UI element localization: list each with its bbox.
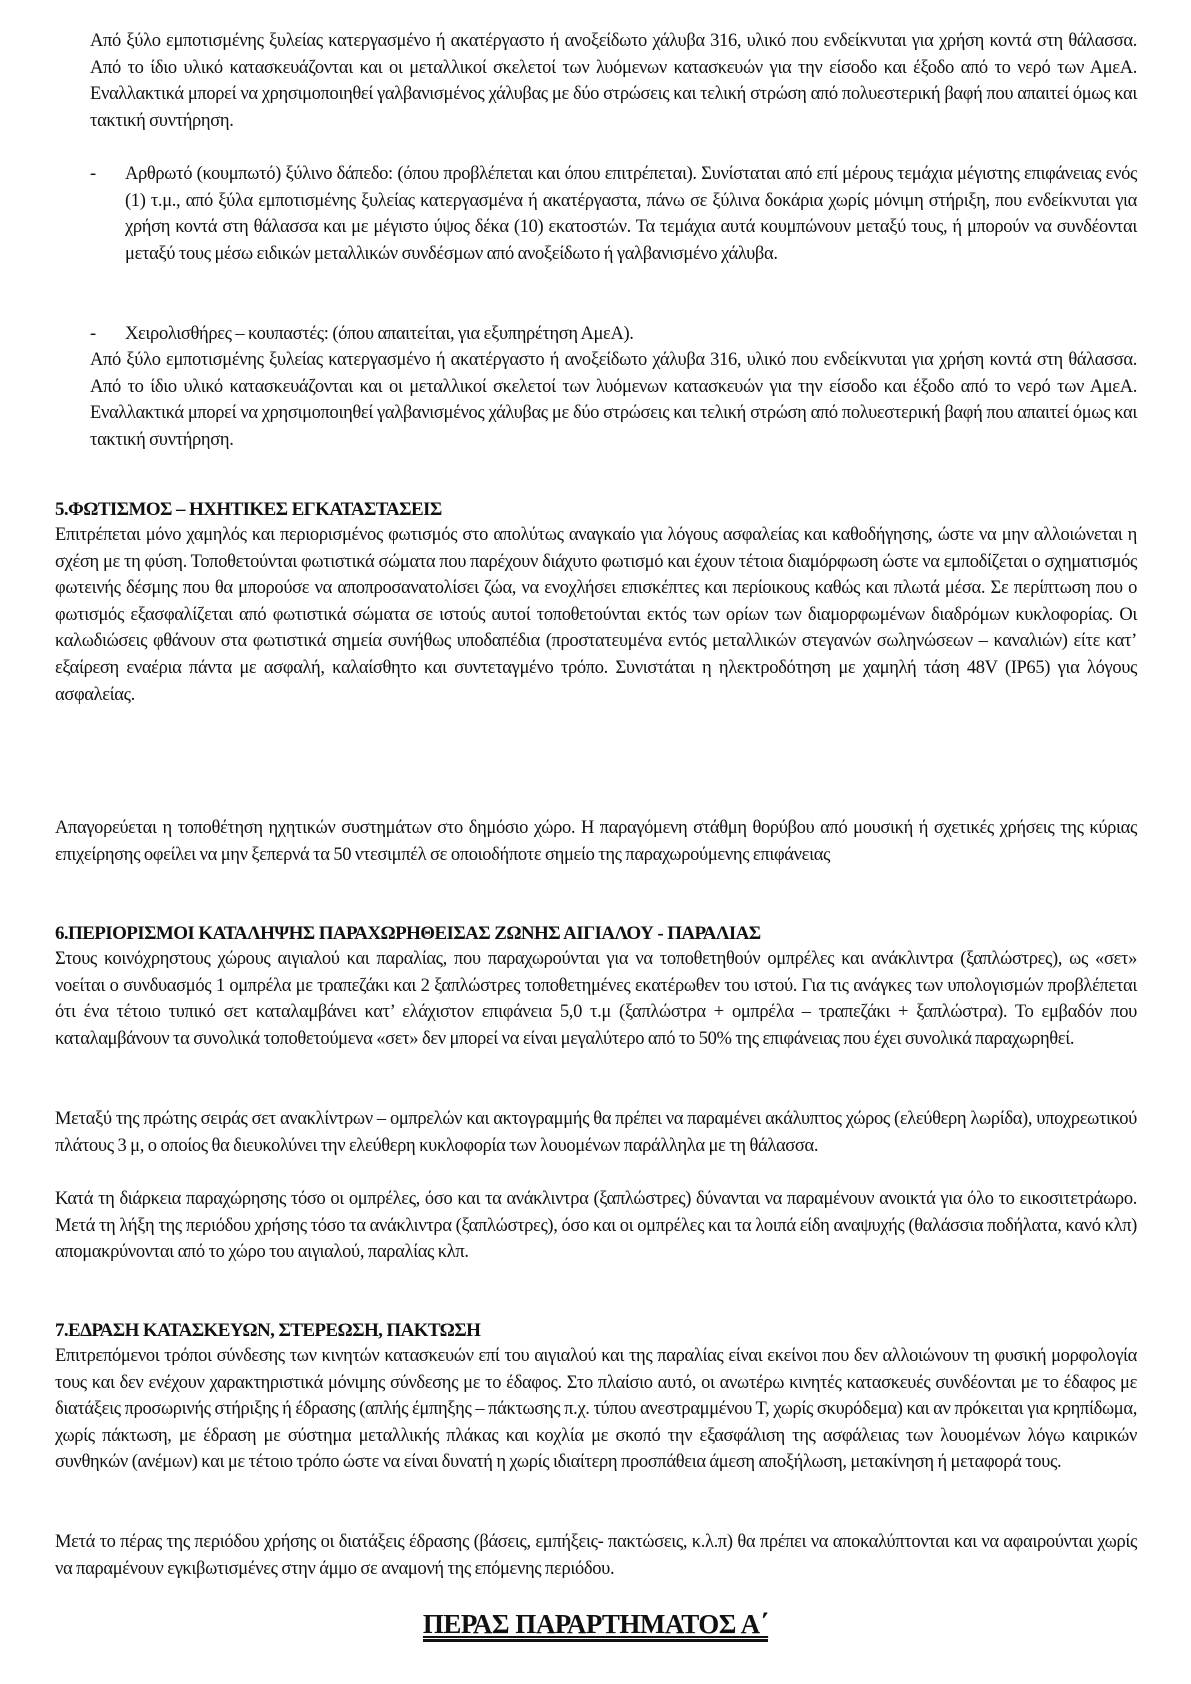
bullet-text: Χειρολισθήρες – κουπαστές: (όπου απαιτείται, για εξυπηρέτηση ΑμεΑ). — [125, 324, 634, 344]
section-paragraph: Απαγορεύεται η τοποθέτηση ηχητικών συστημάτων στο δημόσιο χώρο. Η παραγόμενη στάθμη θορύβου από μουσική ή σχετικές χρήσεις της κύριας επιχείρησης οφείλει να μην ξεπερνά τα 50 ντεσιμπέλ σε οποιοδήποτε σημείο της παραχωρούμενης επιφάνειας — [55, 818, 1137, 865]
section-heading-beach-restrictions: 6.ΠΕΡΙΟΡΙΣΜΟΙ ΚΑΤΑΛΗΨΗΣ ΠΑΡΑΧΩΡΗΘΕΙΣΑΣ ΖΩΝΗΣ ΑΙΓΙΑΛΟΥ - ΠΑΡΑΛΙΑΣ — [55, 923, 761, 944]
end-title-text: ΠΕΡΑΣ ΠΑΡΑΡΤΗΜΑΤΟΣ Α΄ — [423, 1609, 768, 1642]
section-heading-foundation: 7.ΕΔΡΑΣΗ ΚΑΤΑΣΚΕΥΩΝ, ΣΤΕΡΕΩΣΗ, ΠΑΚΤΩΣΗ — [55, 1320, 481, 1341]
bullet-dash: - — [90, 164, 97, 184]
section-paragraph: Επιτρέπεται μόνο χαμηλός και περιορισμένος φωτισμός στο απολύτως αναγκαίο για λόγους ασφαλείας και καθοδήγησης, ώστε να μην αλλοιώνεται η σχέση με τη φύση. Τοποθετούνται φωτιστικά σώματα που παρέχουν διάχυτο φωτισμό και έχουν τέτοια διαμόρφωση ώστε να εμποδίζεται ο σχηματισμός φωτεινής δέσμης που θα μπορούσε να αποπροσανατολίσει ζώα, να ενοχλήσει επισκέπτες και περίοικους καθώς και πλωτά μέσα. Σε περίπτωση που ο φωτισμός εξασφαλίζεται από φωτιστικά σώματα σε ιστούς αυτοί τοποθετούνται εκτός των ορίων των διαμορφωμένων διαδρόμων κυκλοφορίας. Οι καλωδιώσεις φθάνουν στα φωτιστικά σημεία συνήθως υποδαπέδια (προστατευμένα εντός μεταλλικών στεγανών σωληνώσεων – καναλιών) είτε κατ’ εξαίρεση εναέρια πάντα με ασφαλή, καλαίσθητο και συντεταγμένο τρόπο. Συνιστάται η ηλεκτροδότηση με χαμηλή τάση 48V (IP65) για λόγους ασφαλείας. — [55, 525, 1137, 705]
section-paragraph: Μετά το πέρας της περιόδου χρήσης οι διατάξεις έδρασης (βάσεις, εμπήξεις- πακτώσεις, κ.λ.π) θα πρέπει να αποκαλύπτονται και να αφαιρούνται χωρίς να παραμένουν εγκιβωτισμένες στην άμμο σε αναμονή της επόμενης περιόδου. — [55, 1532, 1137, 1579]
section-paragraph: Στους κοινόχρηστους χώρους αιγιαλού και παραλίας, που παραχωρούνται για να τοποθετηθούν ομπρέλες και ανάκλιντρα (ξαπλώστρες), ως «σετ» νοείται ο συνδυασμός 1 ομπρέλα με τραπεζάκι και 2 ξαπλώστρες τοποθετημένες εκατέρωθεν του ιστού. Για τις ανάγκες των υπολογισμών προβλέπεται ότι ένα τέτοιο τυπικό σετ καταλαμβάνει κατ’ ελάχιστον επιφάνεια 5,0 τ.μ (ξαπλώστρα + ομπρέλα – τραπεζάκι + ξαπλώστρα). Το εμβαδόν που καταλαμβάνουν τα συνολικά τοποθετούμενα «σετ» δεν μπορεί να είναι μεγαλύτερο από το 50% της επιφάνειας που έχει συνολικά παραχωρηθεί. — [55, 949, 1137, 1049]
intro-paragraph: Από ξύλο εμποτισμένης ξυλείας κατεργασμένο ή ακατέργαστο ή ανοξείδωτο χάλυβα 316, υλικό που ενδείκνυται για χρήση κοντά στη θάλασσα. Από το ίδιο υλικό κατασκευάζονται και οι μεταλλικοί σκελετοί των λυόμενων κατασκευών για την είσοδο και έξοδο από το νερό των ΑμεΑ. Εναλλακτικά μπορεί να χρησιμοποιηθεί γαλβανισμένος χάλυβας με δύο στρώσεις και τελική στρώση από πολυεστερική βαφή που απαιτεί όμως και τακτική συντήρηση. — [90, 31, 1137, 131]
section-paragraph: Κατά τη διάρκεια παραχώρησης τόσο οι ομπρέλες, όσο και τα ανάκλιντρα (ξαπλώστρες) δύνανται να παραμένουν ανοικτά για όλο το εικοσιτετράωρο. Μετά τη λήξη της περιόδου χρήσης τόσο τα ανάκλιντρα (ξαπλώστρες), όσο και οι ομπρέλες και τα λοιπά είδη αναψυχής (θαλάσσια ποδήλατα, κανό κλπ) απομακρύνονται από το χώρο του αιγιαλού, παραλίας κλπ. — [55, 1189, 1137, 1263]
end-of-annex-title — [0, 1609, 1191, 1640]
handrail-paragraph: Από ξύλο εμποτισμένης ξυλείας κατεργασμένο ή ακατέργαστο ή ανοξείδωτο χάλυβα 316, υλικό που ενδείκνυται για χρήση κοντά στη θάλασσα. Από το ίδιο υλικό κατασκευάζονται και οι μεταλλικοί σκελετοί των λυόμενων κατασκευών για την είσοδο και έξοδο από το νερό των ΑμεΑ. Εναλλακτικά μπορεί να χρησιμοποιηθεί γαλβανισμένος χάλυβας με δύο στρώσεις και τελική στρώση από πολυεστερική βαφή που απαιτεί όμως και τακτική συντήρηση. — [90, 350, 1137, 450]
bullet-text: Αρθρωτό (κουμπωτό) ξύλινο δάπεδο: (όπου προβλέπεται και όπου επιτρέπεται). Συνίσταται από επί μέρους τεμάχια μέγιστης επιφάνειας ενός (1) τ.μ., από ξύλα εμποτισμένης ξυλείας κατεργασμένα ή ακατέργαστα, πάνω σε ξύλινα δοκάρια χωρίς μόνιμη στήριξη, που ενδείκνυται για χρήση κοντά στη θάλασσα και με μέγιστο ύψος δέκα (10) εκατοστών. Τα τεμάχια αυτά κουμπώνουν μεταξύ τους, ή μπορούν να συνδέονται μεταξύ τους μέσω ειδικών μεταλλικών συνδέσμων από ανοξείδωτο ή γαλβανισμένο χάλυβα. — [125, 164, 1137, 264]
bullet-item-floor — [90, 161, 1137, 321]
section-heading-lighting: 5.ΦΩΤΙΣΜΟΣ – ΗΧΗΤΙΚΕΣ ΕΓΚΑΤΑΣΤΑΣΕΙΣ — [55, 499, 442, 520]
section-paragraph: Επιτρεπόμενοι τρόποι σύνδεσης των κινητών κατασκευών επί του αιγιαλού και της παραλίας είναι εκείνοι που δεν αλλοιώνουν τη φυσική μορφολογία τους και δεν ενέχουν χαρακτηριστικά μόνιμης σύνδεσης με το έδαφος. Στο πλαίσιο αυτό, οι ανωτέρω κινητές κατασκευές συνδέονται με το έδαφος με διατάξεις προσωρινής στήριξης ή έδρασης (απλής έμπηξης – πάκτωσης π.χ. τύπου ανεστραμμένου Τ, χωρίς σκυρόδεμα) και αν πρόκειται για κρηπίδωμα, χωρίς πάκτωση, με έδραση με σύστημα μεταλλικής πλάκας και κοχλία με σκοπό την εξασφάλιση της ασφάλειας των λουομένων λόγω καιρικών συνθηκών (ανέμων) και με τέτοιο τρόπο ώστε να είναι δυνατή η χωρίς ιδιαίτερη προσπάθεια άμεση αποξήλωση, μετακίνηση ή μεταφορά τους. — [55, 1346, 1137, 1473]
bullet-item-handrails — [90, 321, 1137, 348]
section-paragraph: Μεταξύ της πρώτης σειράς σετ ανακλίντρων – ομπρελών και ακτογραμμής θα πρέπει να παραμένει ακάλυπτος χώρος (ελεύθερη λωρίδα), υποχρεωτικού πλάτους 3 μ, ο οποίος θα διευκολύνει την ελεύθερη κυκλοφορία των λουομένων παράλληλα με τη θάλασσα. — [55, 1109, 1137, 1156]
bullet-dash: - — [90, 324, 97, 344]
